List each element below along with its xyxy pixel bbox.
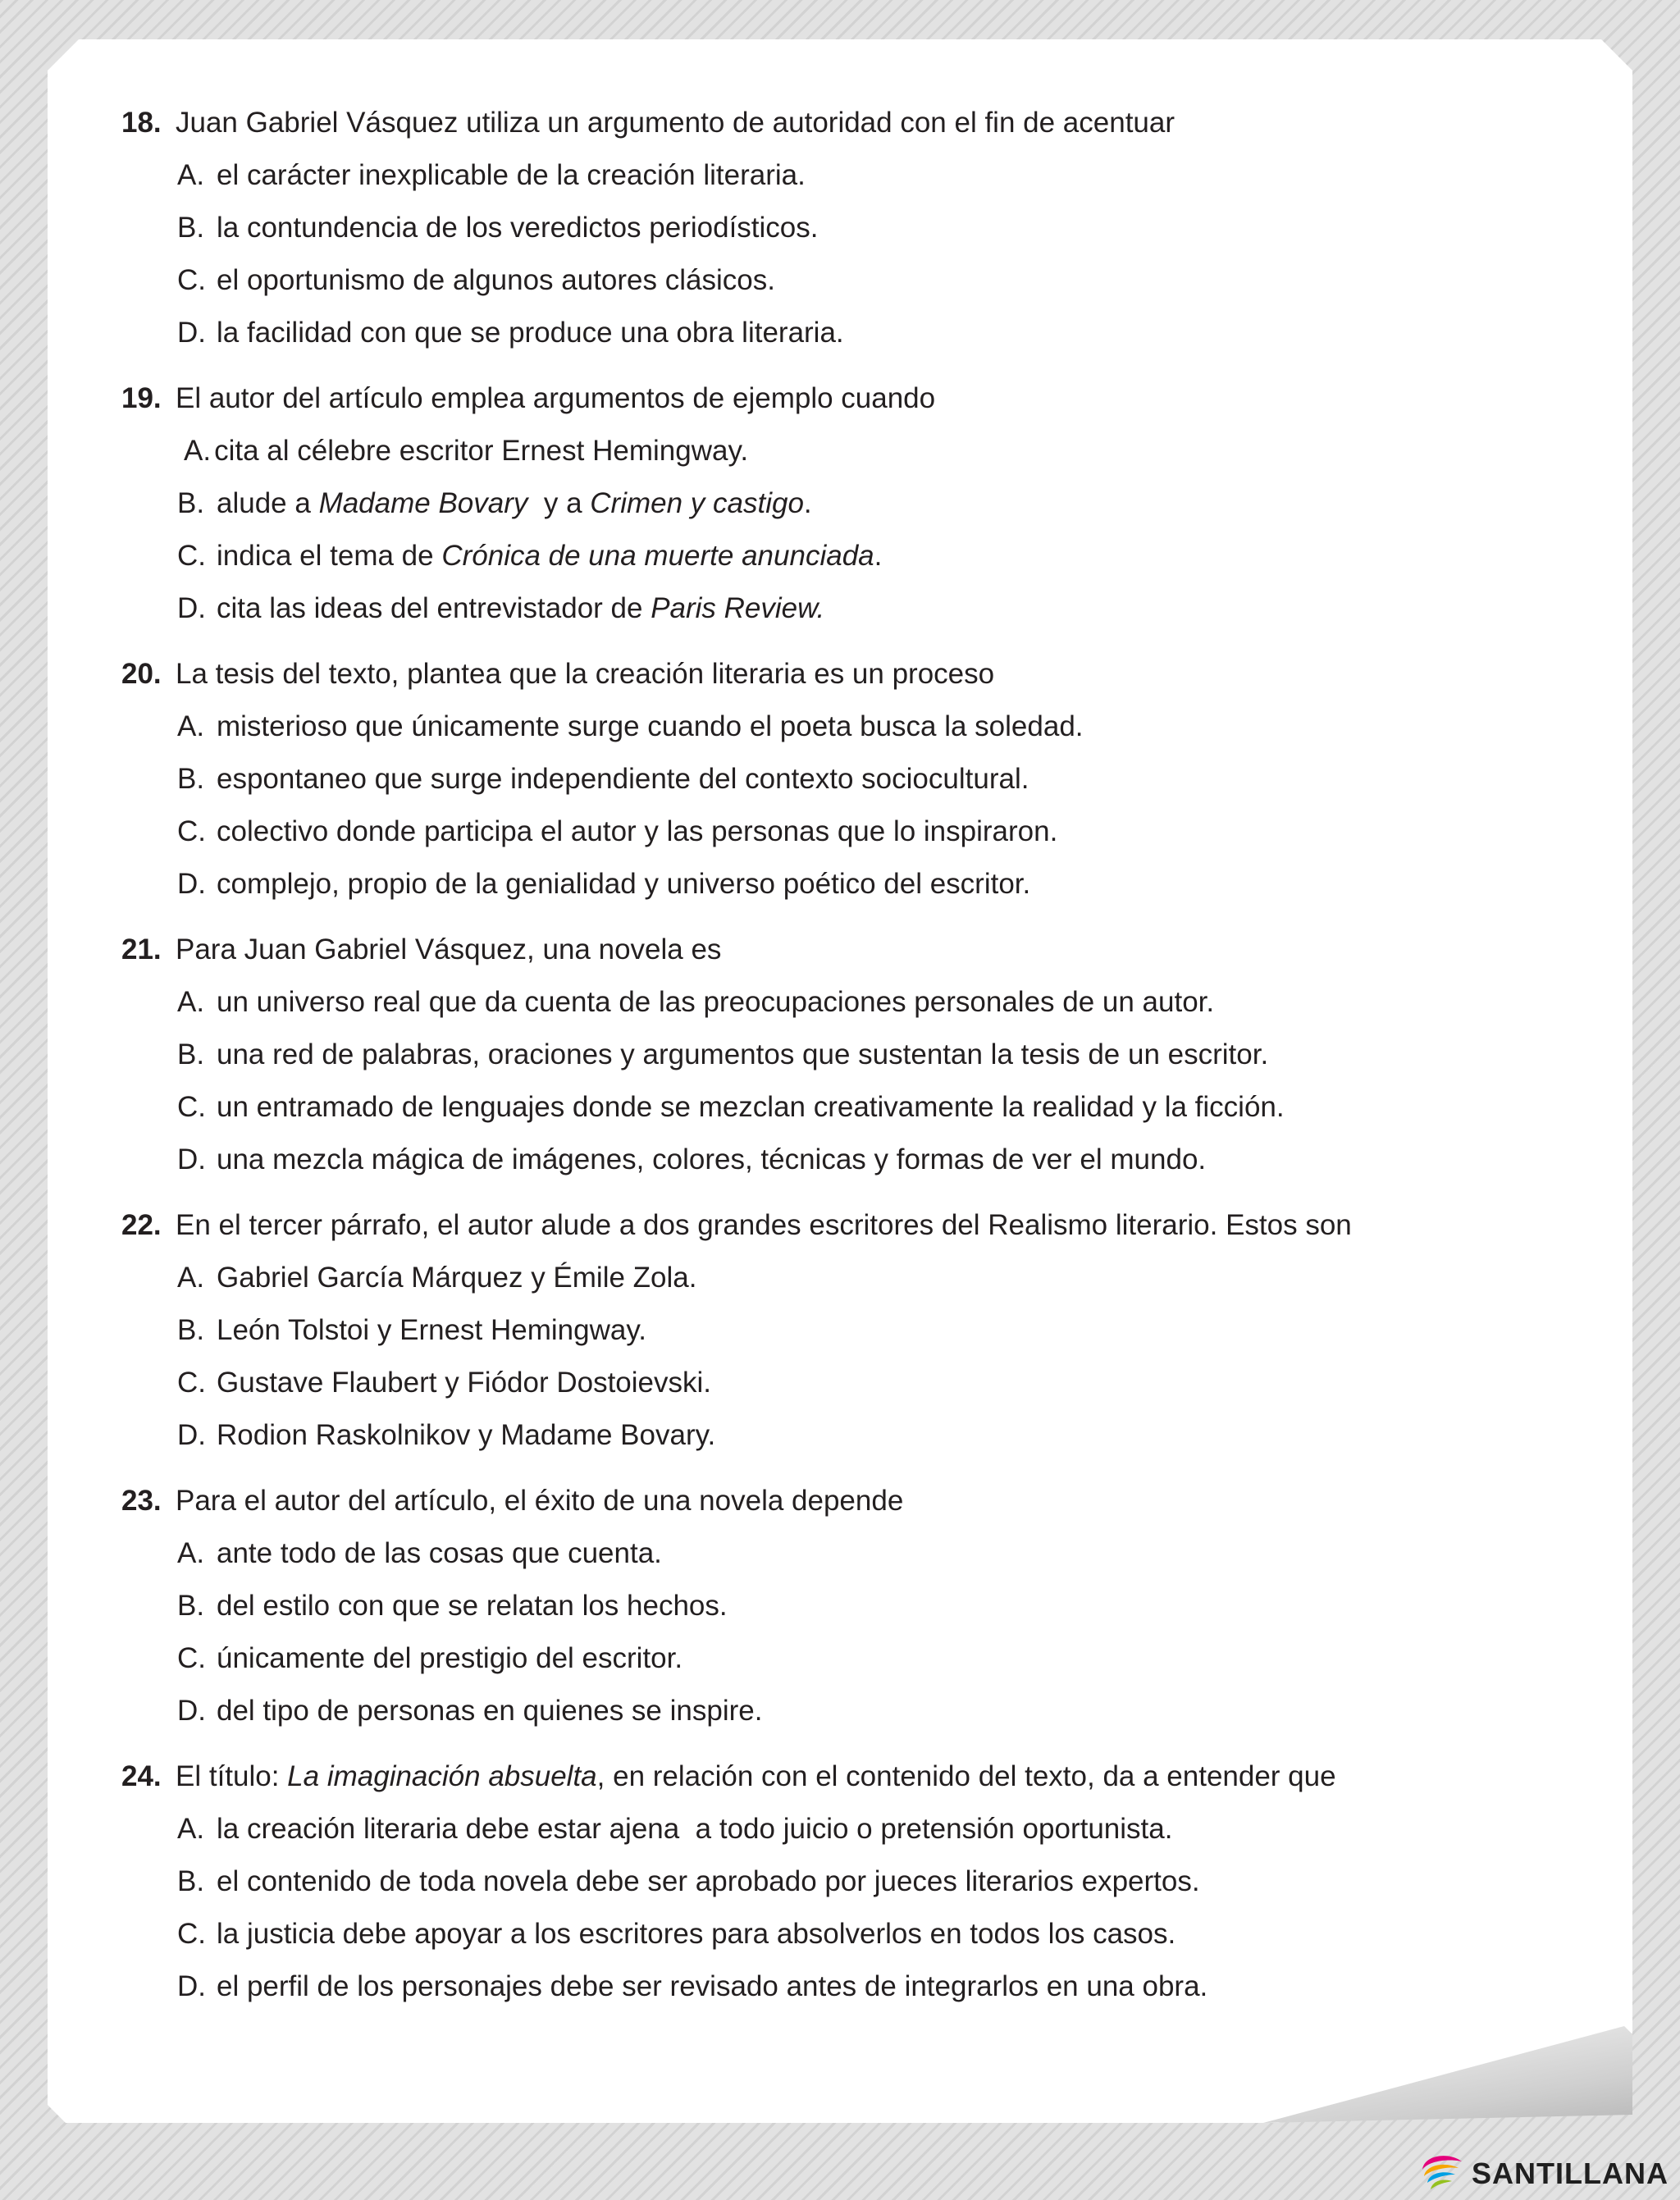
option-letter: B. bbox=[177, 763, 205, 795]
option-text: Gustave Flaubert y Fiódor Dostoievski. bbox=[217, 1367, 712, 1399]
option-letter: D. bbox=[177, 1695, 206, 1727]
option-b bbox=[121, 1304, 1557, 1357]
rainbow-swirl-icon bbox=[1419, 2152, 1467, 2196]
book-title: Crimen y castigo bbox=[590, 487, 804, 519]
question-text: En el tercer párrafo, el autor alude a dos grandes escritores del Realismo literario. Estos son bbox=[176, 1209, 1352, 1241]
option-d bbox=[121, 307, 1557, 359]
question-number: 21. bbox=[121, 933, 162, 965]
option-letter: C. bbox=[177, 540, 206, 572]
option-letter: C. bbox=[177, 1918, 206, 1950]
option-letter: D. bbox=[177, 1970, 206, 2002]
question-number: 24. bbox=[121, 1760, 162, 1792]
magazine-title: Paris Review. bbox=[651, 592, 825, 624]
option-d bbox=[121, 1685, 1557, 1737]
option-letter: A. bbox=[177, 1262, 205, 1294]
option-text: del tipo de personas en quienes se inspire. bbox=[217, 1695, 763, 1727]
book-title: Madame Bovary bbox=[318, 487, 528, 519]
option-c bbox=[121, 806, 1557, 858]
question-stem bbox=[121, 1199, 1557, 1252]
option-text: un universo real que da cuenta de las preocupaciones personales de un autor. bbox=[217, 986, 1215, 1018]
book-title: Crónica de una muerte anunciada bbox=[441, 540, 874, 572]
option-b bbox=[121, 1855, 1557, 1908]
option-text: colectivo donde participa el autor y las personas que lo inspiraron. bbox=[217, 815, 1058, 847]
option-letter: A. bbox=[177, 1537, 205, 1569]
option-letter: A. bbox=[177, 1813, 205, 1845]
option-letter: B. bbox=[177, 1590, 205, 1622]
santillana-logo bbox=[1419, 2149, 1669, 2198]
question-22 bbox=[121, 1199, 1557, 1462]
option-a bbox=[121, 1527, 1557, 1580]
question-24 bbox=[121, 1750, 1557, 2013]
option-c bbox=[121, 1908, 1557, 1960]
option-letter: B. bbox=[177, 1314, 205, 1346]
option-letter: D. bbox=[177, 592, 206, 624]
option-letter: D. bbox=[177, 1143, 206, 1175]
question-20 bbox=[121, 648, 1557, 911]
option-text: del estilo con que se relatan los hechos. bbox=[217, 1590, 728, 1622]
option-letter: A. bbox=[177, 710, 205, 742]
option-text: complejo, propio de la genialidad y universo poético del escritor. bbox=[217, 868, 1031, 900]
question-stem bbox=[121, 924, 1557, 976]
article-title: La imaginación absuelta bbox=[287, 1760, 597, 1792]
option-d bbox=[121, 1134, 1557, 1186]
option-letter: D. bbox=[177, 868, 206, 900]
option-a bbox=[121, 425, 1557, 477]
option-b bbox=[121, 1029, 1557, 1081]
option-c bbox=[121, 1081, 1557, 1134]
option-text: una red de palabras, oraciones y argumentos que sustentan la tesis de un escritor. bbox=[217, 1038, 1269, 1070]
option-letter: C. bbox=[177, 1091, 206, 1123]
question-21 bbox=[121, 924, 1557, 1186]
option-b bbox=[121, 1580, 1557, 1632]
question-text: El autor del artículo emplea argumentos de ejemplo cuando bbox=[176, 382, 936, 414]
question-23 bbox=[121, 1475, 1557, 1737]
question-text: La tesis del texto, plantea que la creación literaria es un proceso bbox=[176, 658, 995, 690]
question-stem bbox=[121, 372, 1557, 425]
option-text: la creación literaria debe estar ajena a todo juicio o pretensión oportunista. bbox=[217, 1813, 1173, 1845]
option-letter: A. bbox=[184, 435, 212, 467]
option-letter: C. bbox=[177, 264, 206, 296]
option-text: cita las ideas del entrevistador de Paris Review. bbox=[217, 592, 825, 624]
option-letter: B. bbox=[177, 1038, 205, 1070]
option-text: la facilidad con que se produce una obra literaria. bbox=[217, 317, 844, 349]
question-number: 18. bbox=[121, 107, 162, 139]
option-text: Gabriel García Márquez y Émile Zola. bbox=[217, 1262, 697, 1294]
question-list bbox=[121, 97, 1557, 2026]
option-b bbox=[121, 477, 1557, 530]
option-text: alude a Madame Bovary y a Crimen y castigo. bbox=[217, 487, 812, 519]
option-text: León Tolstoi y Ernest Hemingway. bbox=[217, 1314, 646, 1346]
option-c bbox=[121, 530, 1557, 582]
option-d bbox=[121, 858, 1557, 911]
question-text: El título: La imaginación absuelta, en relación con el contenido del texto, da a entender que bbox=[176, 1760, 1336, 1792]
logo-text: SANTILLANA bbox=[1472, 2157, 1669, 2190]
option-text: una mezcla mágica de imágenes, colores, técnicas y formas de ver el mundo. bbox=[217, 1143, 1207, 1175]
option-text: el contenido de toda novela debe ser aprobado por jueces literarios expertos. bbox=[217, 1865, 1200, 1897]
option-d bbox=[121, 1960, 1557, 2013]
option-c bbox=[121, 1357, 1557, 1409]
option-text: ante todo de las cosas que cuenta. bbox=[217, 1537, 662, 1569]
option-text: la justicia debe apoyar a los escritores para absolverlos en todos los casos. bbox=[217, 1918, 1176, 1950]
question-number: 22. bbox=[121, 1209, 162, 1241]
option-letter: B. bbox=[177, 212, 205, 244]
question-stem bbox=[121, 97, 1557, 149]
option-text: misterioso que únicamente surge cuando el poeta busca la soledad. bbox=[217, 710, 1084, 742]
option-text: indica el tema de Crónica de una muerte anunciada. bbox=[217, 540, 883, 572]
option-text: únicamente del prestigio del escritor. bbox=[217, 1642, 683, 1674]
option-a bbox=[121, 701, 1557, 753]
option-text: espontaneo que surge independiente del contexto sociocultural. bbox=[217, 763, 1029, 795]
question-text: Para el autor del artículo, el éxito de una novela depende bbox=[176, 1485, 904, 1517]
option-text: el oportunismo de algunos autores clásicos. bbox=[217, 264, 775, 296]
question-number: 20. bbox=[121, 658, 162, 690]
option-letter: A. bbox=[177, 159, 205, 191]
option-b bbox=[121, 753, 1557, 806]
option-letter: C. bbox=[177, 815, 206, 847]
question-18 bbox=[121, 97, 1557, 359]
option-c bbox=[121, 1632, 1557, 1685]
option-a bbox=[121, 149, 1557, 202]
option-a bbox=[121, 1252, 1557, 1304]
option-text: un entramado de lenguajes donde se mezclan creativamente la realidad y la ficción. bbox=[217, 1091, 1285, 1123]
option-a bbox=[121, 976, 1557, 1029]
option-b bbox=[121, 202, 1557, 254]
option-text: Rodion Raskolnikov y Madame Bovary. bbox=[217, 1419, 716, 1451]
question-number: 19. bbox=[121, 382, 162, 414]
question-number: 23. bbox=[121, 1485, 162, 1517]
option-text: la contundencia de los veredictos periodísticos. bbox=[217, 212, 819, 244]
option-text: cita al célebre escritor Ernest Hemingway. bbox=[214, 435, 749, 467]
question-text: Juan Gabriel Vásquez utiliza un argumento de autoridad con el fin de acentuar bbox=[176, 107, 1176, 139]
option-text: el carácter inexplicable de la creación literaria. bbox=[217, 159, 806, 191]
option-d bbox=[121, 1409, 1557, 1462]
option-letter: C. bbox=[177, 1367, 206, 1399]
question-19 bbox=[121, 372, 1557, 635]
option-text: el perfil de los personajes debe ser revisado antes de integrarlos en una obra. bbox=[217, 1970, 1208, 2002]
question-stem bbox=[121, 1475, 1557, 1527]
question-stem bbox=[121, 648, 1557, 701]
option-letter: B. bbox=[177, 1865, 205, 1897]
question-text: Para Juan Gabriel Vásquez, una novela es bbox=[176, 933, 722, 965]
question-stem bbox=[121, 1750, 1557, 1803]
option-letter: D. bbox=[177, 317, 206, 349]
option-a bbox=[121, 1803, 1557, 1855]
option-letter: C. bbox=[177, 1642, 206, 1674]
option-letter: D. bbox=[177, 1419, 206, 1451]
option-letter: A. bbox=[177, 986, 205, 1018]
option-c bbox=[121, 254, 1557, 307]
option-d bbox=[121, 582, 1557, 635]
option-letter: B. bbox=[177, 487, 205, 519]
